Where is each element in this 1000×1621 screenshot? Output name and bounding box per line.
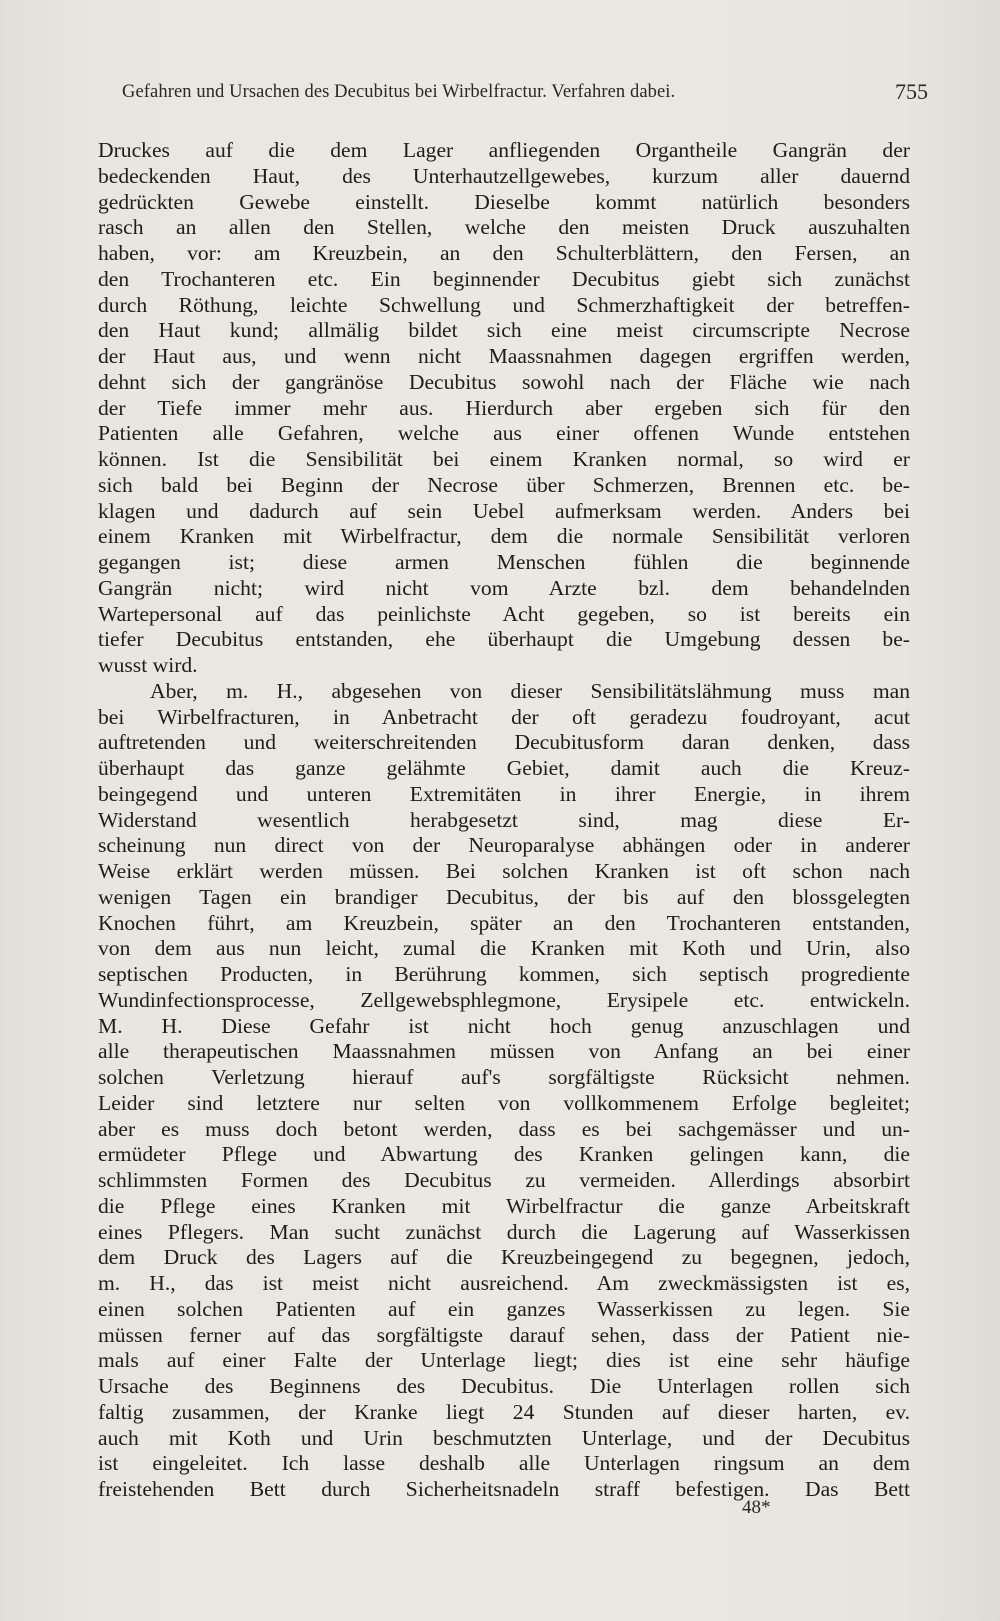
text-line: Weise erklärt werden müssen. Bei solchen Kranken ist oft schon nach — [98, 859, 910, 883]
text-line: wusst wird. — [98, 653, 198, 677]
text-line: der Haut aus, und wenn nicht Maassnahmen dagegen ergriffen werden, — [98, 344, 910, 368]
text-line: tiefer Decubitus entstanden, ehe überhaupt die Umgebung dessen be- — [98, 627, 910, 652]
text-line: Aber, m. H., abgesehen von dieser Sensibilitätslähmung muss man — [150, 678, 910, 703]
text-line: ermüdeter Pflege und Abwartung des Kranken gelingen kann, die — [98, 1142, 910, 1167]
text-line: durch Röthung, leichte Schwellung und Schmerzhaftigkeit der betreffen- — [98, 292, 910, 317]
text-line: Widerstand wesentlich herabgesetzt sind, mag diese Er- — [98, 807, 910, 832]
text-line: solchen Verletzung hierauf auf's sorgfältigste Rücksicht nehmen. — [98, 1065, 910, 1089]
text-line: beingegend und unteren Extremitäten in ihrer Energie, in ihrem — [98, 781, 910, 806]
running-title: Gefahren und Ursachen des Decubitus bei Wirbelfractur. Verfahren dabei. — [122, 82, 676, 102]
text-line: septischen Producten, in Berührung kommen, sich septisch progrediente — [98, 962, 910, 986]
text-line: der Tiefe immer mehr aus. Hierdurch aber ergeben sich für den — [98, 395, 910, 420]
text-line: bedeckenden Haut, des Unterhautzellgewebes, kurzum aller dauernd — [98, 163, 910, 188]
text-line: den Trochanteren etc. Ein beginnender Decubitus giebt sich zunächst — [98, 266, 910, 291]
text-line: rasch an allen den Stellen, welche den meisten Druck auszuhalten — [98, 215, 910, 240]
text-line: müssen ferner auf das sorgfältigste darauf sehen, dass der Patient nie- — [98, 1322, 910, 1347]
text-line: Wundinfectionsprocesse, Zellgewebsphlegmone, Erysipele etc. entwickeln. — [98, 987, 910, 1012]
page-number: 755 — [895, 79, 928, 104]
text-line: aber es muss doch betont werden, dass es bei sachgemässer und un- — [98, 1116, 910, 1141]
text-line: klagen und dadurch auf sein Uebel aufmerksam werden. Anders bei — [98, 498, 910, 523]
signature-mark: 48* — [742, 1497, 771, 1518]
text-line: den Haut kund; allmälig bildet sich eine meist circumscripte Necrose — [98, 318, 910, 343]
text-line: auftretenden und weiterschreitenden Decubitusform daran denken, dass — [98, 730, 910, 755]
text-line: einen solchen Patienten auf ein ganzes Wasserkissen zu legen. Sie — [98, 1296, 910, 1321]
body-text — [98, 138, 910, 1503]
text-line: wenigen Tagen ein brandiger Decubitus, der bis auf den blossgelegten — [98, 884, 910, 909]
text-line: mals auf einer Falte der Unterlage liegt; dies ist eine sehr häufige — [98, 1348, 910, 1373]
text-line: die Pflege eines Kranken mit Wirbelfractur die ganze Arbeitskraft — [98, 1193, 910, 1218]
text-line: einem Kranken mit Wirbelfractur, dem die normale Sensibilität verloren — [98, 524, 910, 549]
page-header — [122, 79, 928, 109]
text-line: gegangen ist; diese armen Menschen fühlen die beginnende — [98, 550, 910, 574]
text-line: Wartepersonal auf das peinlichste Acht gegeben, so ist bereits ein — [98, 601, 910, 626]
text-line: gedrückten Gewebe einstellt. Dieselbe kommt natürlich besonders — [98, 189, 910, 214]
text-line: Druckes auf die dem Lager anfliegenden Organtheile Gangrän der — [98, 138, 910, 162]
text-line: können. Ist die Sensibilität bei einem Kranken normal, so wird er — [98, 447, 910, 471]
text-line: Knochen führt, am Kreuzbein, später an den Trochanteren entstanden, — [98, 910, 910, 935]
text-line: M. H. Diese Gefahr ist nicht hoch genug anzuschlagen und — [98, 1013, 910, 1038]
text-line: bei Wirbelfracturen, in Anbetracht der oft geradezu foudroyant, acut — [98, 704, 910, 729]
text-line: auch mit Koth und Urin beschmutzten Unterlage, und der Decubitus — [98, 1425, 910, 1450]
text-line: eines Pflegers. Man sucht zunächst durch die Lagerung auf Wasserkissen — [98, 1219, 910, 1244]
text-line: freistehenden Bett durch Sicherheitsnadeln straff befestigen. Das Bett — [98, 1477, 910, 1501]
text-line: überhaupt das ganze gelähmte Gebiet, damit auch die Kreuz- — [98, 756, 910, 780]
text-line: Ursache des Beginnens des Decubitus. Die Unterlagen rollen sich — [98, 1374, 910, 1398]
text-line: schlimmsten Formen des Decubitus zu vermeiden. Allerdings absorbirt — [98, 1168, 910, 1192]
text-line: alle therapeutischen Maassnahmen müssen von Anfang an bei einer — [98, 1039, 910, 1064]
text-line: Leider sind letztere nur selten von vollkommenem Erfolge begleitet; — [98, 1090, 910, 1115]
text-line: Patienten alle Gefahren, welche aus einer offenen Wunde entstehen — [98, 421, 910, 446]
text-line: Gangrän nicht; wird nicht vom Arzte bzl. dem behandelnden — [98, 575, 910, 600]
text-line: haben, vor: am Kreuzbein, an den Schulterblättern, den Fersen, an — [98, 241, 910, 265]
text-line: ist eingeleitet. Ich lasse deshalb alle Unterlagen ringsum an dem — [98, 1451, 910, 1476]
text-line: sich bald bei Beginn der Necrose über Schmerzen, Brennen etc. be- — [98, 472, 910, 497]
text-line: von dem aus nun leicht, zumal die Kranken mit Koth und Urin, also — [98, 936, 910, 961]
text-line: dehnt sich der gangränöse Decubitus sowohl nach der Fläche wie nach — [98, 369, 910, 394]
text-line: dem Druck des Lagers auf die Kreuzbeingegend zu begegnen, jedoch, — [98, 1245, 910, 1270]
text-line: scheinung nun direct von der Neuroparalyse abhängen oder in anderer — [98, 833, 910, 858]
text-line: faltig zusammen, der Kranke liegt 24 Stunden auf dieser harten, ev. — [98, 1399, 910, 1424]
text-line: m. H., das ist meist nicht ausreichend. Am zweckmässigsten ist es, — [98, 1271, 910, 1295]
